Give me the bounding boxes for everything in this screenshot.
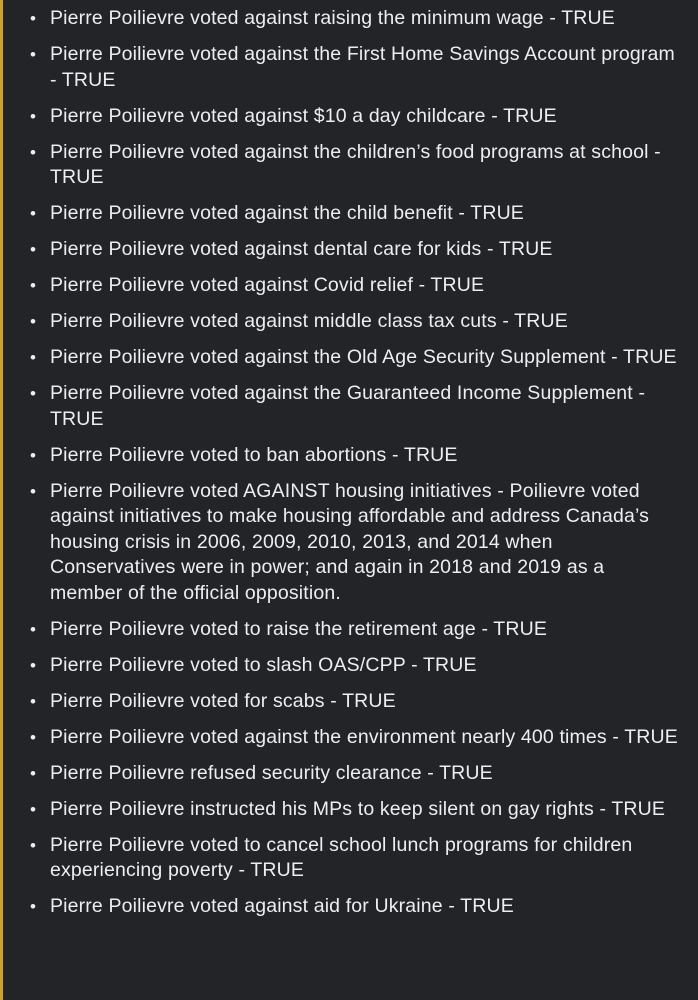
bullet-icon: • (29, 481, 37, 501)
list-item-text: Pierre Poilievre voted against the child benefit - TRUE (50, 202, 524, 224)
bullet-icon: • (29, 445, 37, 465)
list-item-text: Pierre Poilievre voted AGAINST housing initiatives - Poilievre voted against initiatives to make housing affordable and address Canada’s housing crisis in 2006, 2009, 2010, 2013, and 2014 when Conservatives were in power; and again in 2018 and 2019 as a member of the official opposition. (50, 479, 650, 604)
list-item (0, 797, 698, 823)
bullet-icon: • (29, 897, 37, 916)
bullet-icon: • (29, 106, 37, 126)
list-item (0, 689, 698, 715)
bullet-icon: • (29, 835, 37, 855)
list-item-text: Pierre Poilievre voted against Covid relief - TRUE (50, 274, 485, 296)
list-item (0, 42, 698, 93)
list-item (0, 653, 698, 679)
list-item (0, 617, 698, 643)
bullet-icon: • (29, 619, 37, 639)
bullet-icon: • (29, 763, 37, 783)
list-item-text: Pierre Poilievre voted against dental care for kids - TRUE (50, 238, 553, 260)
bullet-icon: • (29, 312, 37, 331)
list-item (0, 140, 698, 191)
bullet-icon: • (29, 240, 37, 259)
list-item-text: Pierre Poilievre instructed his MPs to keep silent on gay rights - TRUE (50, 797, 666, 820)
list-item-text: Pierre Poilievre voted against raising the minimum wage - TRUE (50, 7, 615, 29)
list-item-text: Pierre Poilievre voted for scabs - TRUE (50, 689, 396, 712)
bullet-icon: • (29, 384, 37, 403)
bullet-icon: • (29, 142, 37, 162)
bullet-icon: • (29, 348, 37, 367)
list-item (0, 273, 698, 299)
bullet-icon: • (29, 276, 37, 295)
bullet-icon: • (29, 691, 37, 711)
list-item (0, 201, 698, 227)
list-item-text: Pierre Poilievre voted against aid for Ukraine - TRUE (50, 895, 514, 917)
list-item-text: Pierre Poilievre refused security clearance - TRUE (50, 761, 493, 784)
list-item (0, 761, 698, 787)
list-item (0, 381, 698, 432)
list-item (0, 345, 698, 371)
list-item (0, 6, 698, 32)
list-item-text: Pierre Poilievre voted against $10 a day childcare - TRUE (50, 104, 557, 127)
list-item (0, 894, 698, 920)
list-item (0, 237, 698, 263)
list-item (0, 725, 698, 751)
bullet-icon: • (29, 727, 37, 747)
bullet-icon: • (29, 204, 37, 223)
list-item (0, 443, 698, 469)
bullet-icon: • (29, 45, 37, 64)
claims-list (0, 6, 698, 930)
list-item-text: Pierre Poilievre voted to slash OAS/CPP - TRUE (50, 653, 477, 676)
bullet-icon: • (29, 799, 37, 819)
list-item (0, 479, 698, 607)
list-item-text: Pierre Poilievre voted to cancel school lunch programs for children experiencing poverty - TRUE (50, 833, 633, 881)
list-item-text: Pierre Poilievre voted against the First Home Savings Account program - TRUE (50, 43, 675, 91)
list-item-text: Pierre Poilievre voted to ban abortions - TRUE (50, 443, 458, 466)
list-item-text: Pierre Poilievre voted against the environment nearly 400 times - TRUE (50, 725, 678, 748)
list-item-text: Pierre Poilievre voted to raise the retirement age - TRUE (50, 617, 547, 640)
list-item-text: Pierre Poilievre voted against the Old Age Security Supplement - TRUE (50, 346, 677, 368)
bullet-icon: • (29, 9, 37, 28)
list-item (0, 833, 698, 884)
list-item (0, 309, 698, 335)
list-item-text: Pierre Poilievre voted against middle class tax cuts - TRUE (50, 310, 568, 332)
list-item-text: Pierre Poilievre voted against the Guaranteed Income Supplement - TRUE (50, 382, 646, 430)
list-item-text: Pierre Poilievre voted against the children’s food programs at school - TRUE (50, 140, 661, 188)
bullet-icon: • (29, 655, 37, 675)
list-item (0, 104, 698, 130)
